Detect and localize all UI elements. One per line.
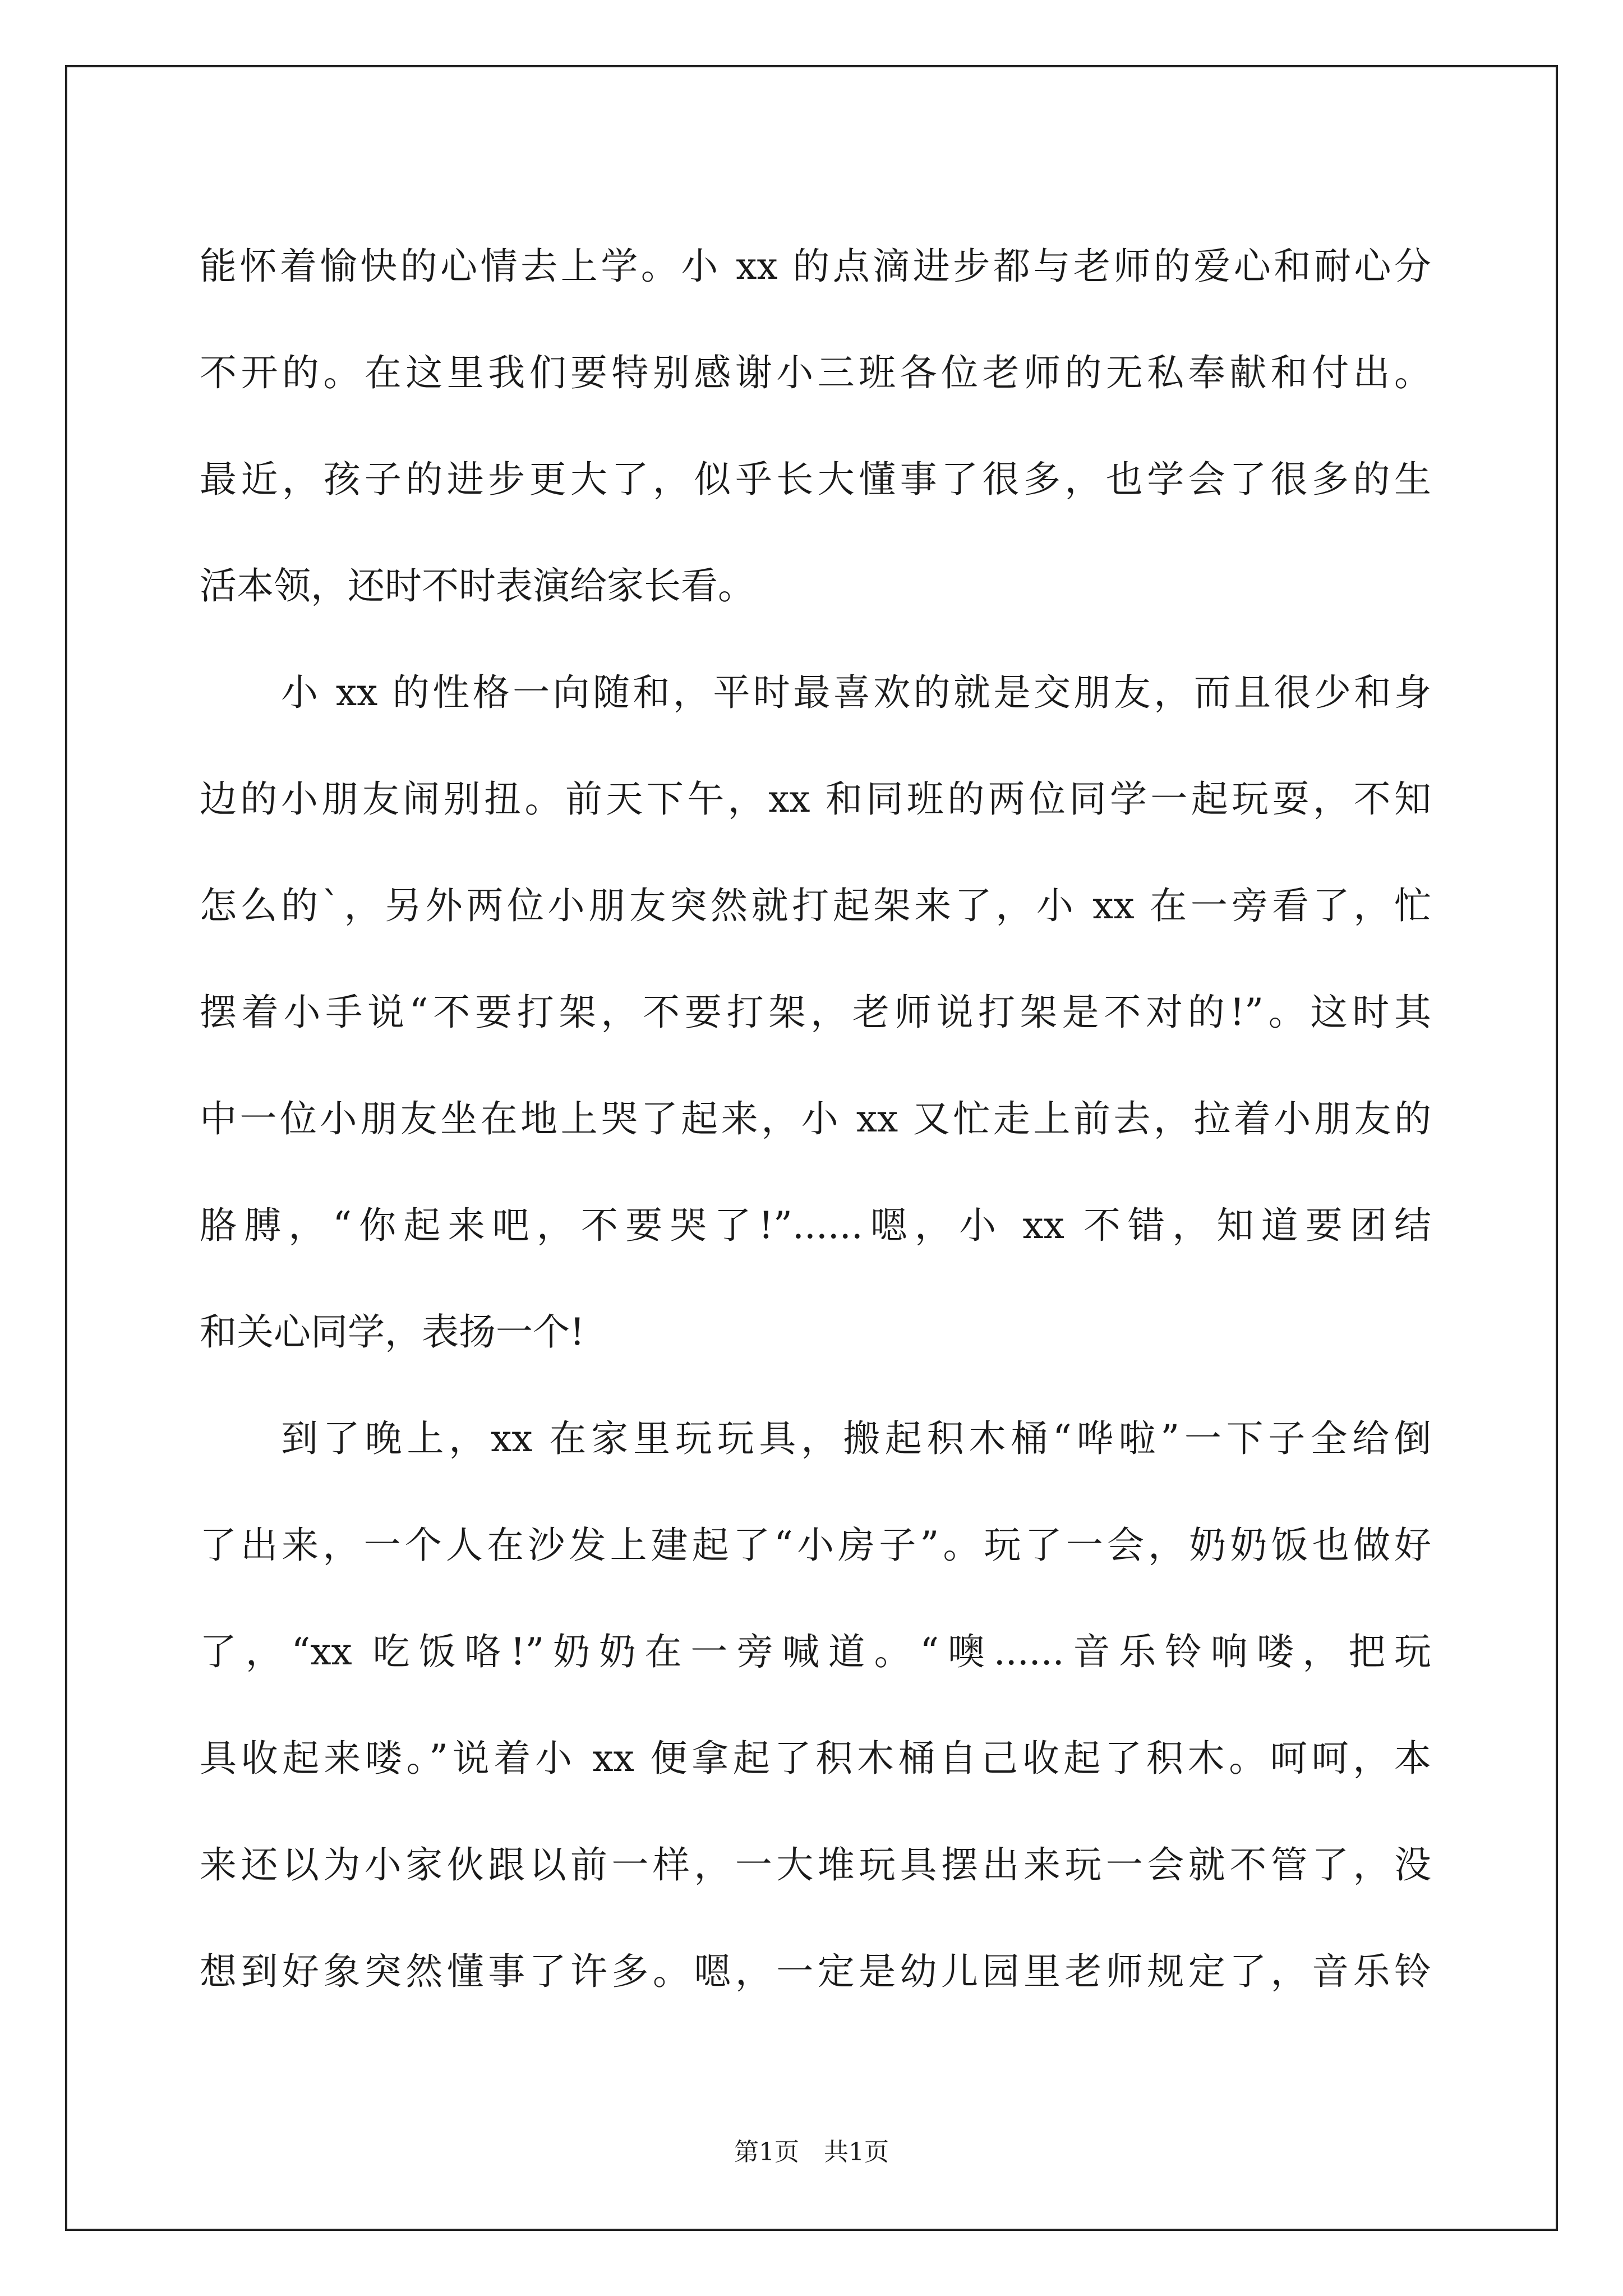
paragraph-line: 活本领，还时不时表演给家长看。 — [200, 564, 755, 608]
paragraph-line: 最近，孩子的进步更大了，似乎长大懂事了很多，也学会了很多的生 — [200, 458, 1431, 501]
paragraph-line: 小 xx 的性格一向随和，平时最喜欢的就是交朋友，而且很少和身 — [281, 671, 1431, 714]
page-footer — [0, 2132, 1623, 2168]
paragraph-line: 来还以为小家伙跟以前一样，一大堆玩具摆出来玩一会就不管了，没 — [200, 1843, 1431, 1887]
paragraph-2 — [200, 639, 1431, 1386]
paragraph-line: 边的小朋友闹别扭。前天下午，xx 和同班的两位同学一起玩耍，不知 — [200, 777, 1431, 821]
paragraph-line: 和关心同学，表扬一个! — [200, 1310, 585, 1354]
paragraph-1 — [200, 213, 1431, 639]
page-number-label: 第1页 共1页 — [734, 2138, 889, 2166]
paragraph-line: 想到好象突然懂事了许多。嗯，一定是幼儿园里老师规定了，音乐铃 — [200, 1950, 1431, 1993]
paragraph-line: 到了晚上，xx 在家里玩玩具，搬起积木桶“哗啦”一下子全给倒 — [281, 1417, 1431, 1460]
paragraph-line: 不开的。在这里我们要特别感谢小三班各位老师的无私奉献和付出。 — [200, 351, 1431, 394]
paragraph-line: 了，“xx 吃饭咯!”奶奶在一旁喊道。“噢......音乐铃响喽，把玩 — [200, 1630, 1431, 1673]
paragraph-line: 能怀着愉快的心情去上学。小 xx 的点滴进步都与老师的爱心和耐心分 — [200, 245, 1431, 288]
paragraph-line: 怎么的`，另外两位小朋友突然就打起架来了，小 xx 在一旁看了，忙 — [200, 884, 1431, 927]
paragraph-line: 中一位小朋友坐在地上哭了起来，小 xx 又忙走上前去，拉着小朋友的 — [200, 1097, 1431, 1140]
document-body — [200, 213, 1431, 2025]
paragraph-line: 了出来，一个人在沙发上建起了“小房子”。玩了一会，奶奶饭也做好 — [200, 1524, 1431, 1567]
paragraph-line: 摆着小手说“不要打架，不要打架，老师说打架是不对的!”。这时其 — [200, 991, 1431, 1034]
paragraph-line: 具收起来喽。”说着小 xx 便拿起了积木桶自己收起了积木。呵呵，本 — [200, 1737, 1431, 1780]
paragraph-line: 胳膊，“你起来吧，不要哭了!”......嗯，小 xx 不错，知道要团结 — [200, 1204, 1431, 1247]
paragraph-3 — [200, 1386, 1431, 2025]
